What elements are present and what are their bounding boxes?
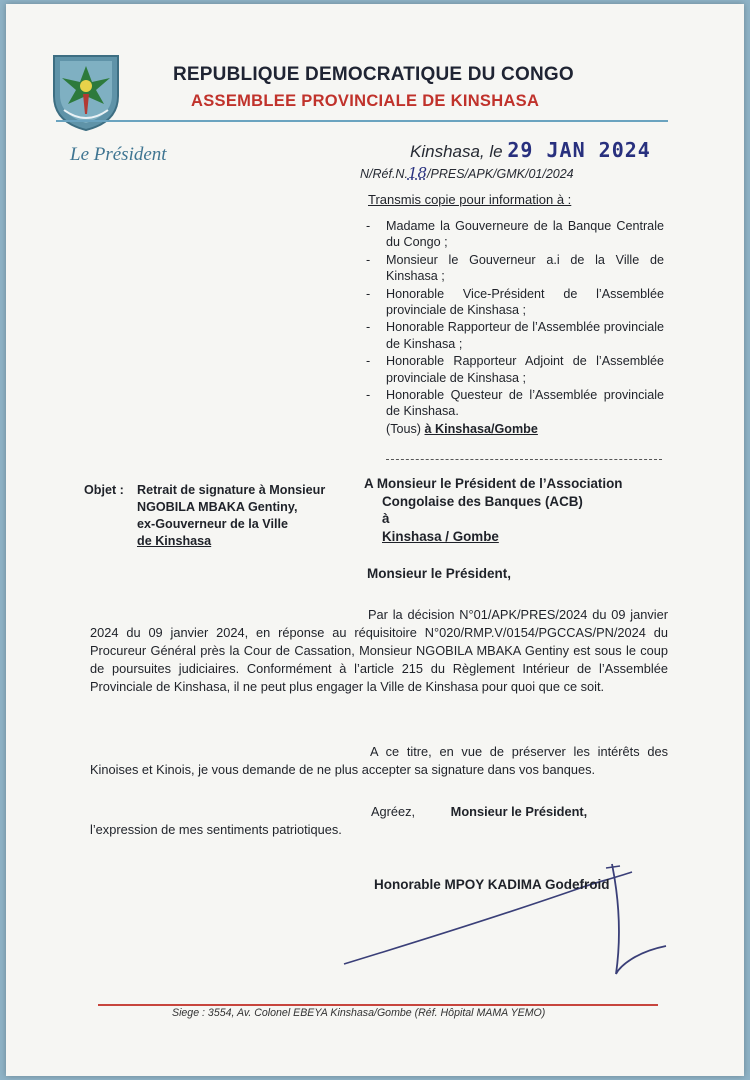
- body-paragraph-2: A ce titre, en vue de préserver les intérêts des Kinoises et Kinois, je vous demande de ne plus accepter sa signature dans vos banques.: [90, 744, 668, 777]
- list-item: - Madame la Gouverneure de la Banque Centrale du Congo ;: [366, 219, 664, 250]
- dateline-place: Kinshasa, le: [410, 142, 503, 161]
- copies-heading: Transmis copie pour information à :: [368, 192, 572, 207]
- ref-prefix: N/Réf.N.: [360, 167, 408, 181]
- copies-all-location: (Tous) à Kinshasa/Gombe: [386, 421, 538, 436]
- dateline: [410, 138, 651, 162]
- letter-page: [6, 4, 744, 1076]
- subject-line: Retrait de signature à Monsieur: [137, 483, 326, 497]
- subject-block: [84, 482, 354, 550]
- addressee-line: A Monsieur le Président de l’Association: [364, 476, 623, 491]
- subject-line: de Kinshasa: [137, 534, 212, 548]
- addressee-line: Congolaise des Banques (ACB): [382, 493, 583, 509]
- list-item: - Monsieur le Gouverneur a.i de la Ville de Kinshasa ;: [366, 252, 664, 284]
- footer-rule: [98, 1004, 658, 1006]
- handwritten-signature-icon: [336, 854, 676, 994]
- list-item: - Honorable Vice-Président de l’Assemblée provinciale de Kinshasa ;: [366, 286, 664, 318]
- date-stamp: 29 JAN 2024: [507, 138, 651, 162]
- closing-rest: l’expression de mes sentiments patriotiques.: [90, 822, 342, 837]
- addressee-block: [364, 475, 674, 545]
- reference-number: [360, 164, 574, 182]
- country-title: REPUBLIQUE DEMOCRATIQUE DU CONGO: [173, 64, 574, 85]
- separator-dashed: [386, 459, 662, 460]
- header-rule: [56, 120, 668, 122]
- subject-line: NGOBILA MBAKA Gentiny,: [137, 500, 298, 514]
- copies-list: [366, 218, 664, 437]
- closing-paragraph: [90, 803, 668, 839]
- list-item: - Honorable Questeur de l’Assemblée provinciale de Kinshasa.: [366, 388, 664, 419]
- subject-line: ex-Gouverneur de la Ville: [137, 517, 288, 531]
- office-label: Le Président: [70, 144, 167, 165]
- body-paragraph-1: Par la décision N°01/APK/PRES/2024 du 09 janvier 2024 du 09 janvier 2024, en réponse au réquisitoire N°020/RMP.V/0154/PGCCAS/PN/2024 du Procureur Général près la Cour de Cassation, Monsieur NGOBILA MBAKA Gentiny est sous le coup de poursuites judiciaires. Conformément à l’article 215 du Règlement Intérieur de l’Assemblée Provinciale de Kinshasa, il ne peut plus engager la Ville de Kinshasa pour quoi que ce soit.: [90, 607, 668, 694]
- ref-suffix: /PRES/APK/GMK/01/2024: [427, 167, 574, 181]
- institution-title: ASSEMBLEE PROVINCIALE DE KINSHASA: [191, 92, 540, 110]
- salutation: Monsieur le Président,: [367, 566, 512, 581]
- list-item: - Honorable Rapporteur Adjoint de l’Assemblée provinciale de Kinshasa ;: [366, 354, 664, 385]
- subject-label: Objet :: [84, 483, 124, 497]
- closing-intro: Agréez,: [371, 804, 416, 819]
- ref-handwritten-number: 18: [407, 164, 428, 182]
- signatory-name: Honorable MPOY KADIMA Godefroid: [374, 877, 610, 892]
- footer-address: Siege : 3554, Av. Colonel EBEYA Kinshasa/Gombe (Réf. Hôpital MAMA YEMO): [172, 1007, 546, 1019]
- list-item: - Honorable Rapporteur de l’Assemblée provinciale de Kinshasa ;: [366, 320, 664, 351]
- addressee-place: à Kinshasa / Gombe: [382, 511, 499, 544]
- closing-title: Monsieur le Président,: [450, 804, 588, 819]
